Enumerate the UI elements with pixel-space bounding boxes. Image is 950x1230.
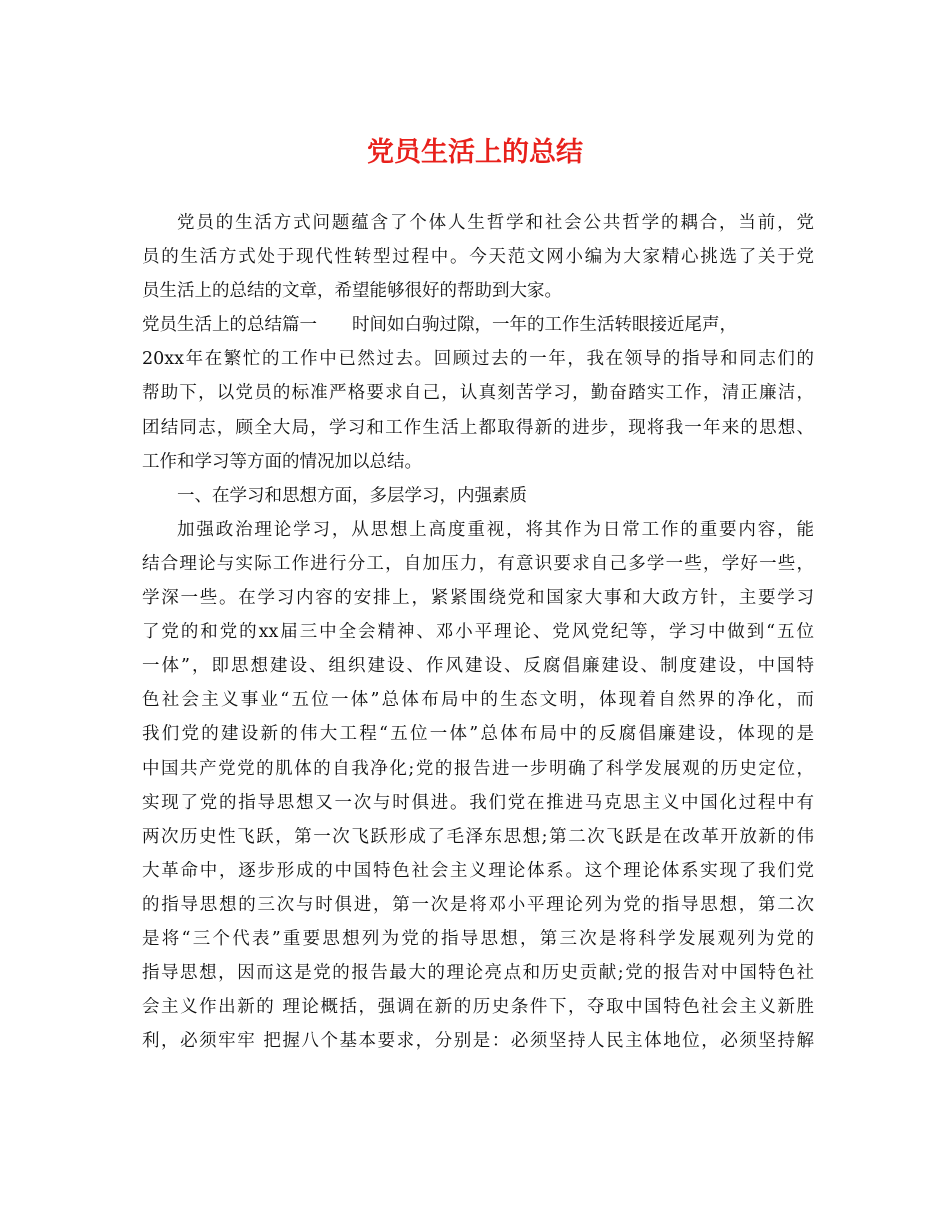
text-line: 党员生活上的总结篇一 时间如白驹过隙，一年的工作生活转眼接近尾声， [142,315,737,336]
text-line: 的指导思想的三次与时俱进，第一次是将邓小平理论列为党的指导思想，第二次 [142,894,814,915]
text-line: 大革命中，逐步形成的中国特色社会主义理论体系。这个理论体系实现了我们党 [142,860,814,881]
text-line: 工作和学习等方面的情况加以总结。 [142,451,422,472]
text-line: 一体”，即思想建设、组织建设、作风建设、反腐倡廉建设、制度建设，中国特 [142,656,814,677]
text-line: 帮助下，以党员的标准严格要求自己，认真刻苦学习，勤奋踏实工作，清正廉洁， [142,383,814,404]
text-line: 会主义作出新的 理论概括，强调在新的历史条件下，夺取中国特色社会主义新胜 [142,997,814,1018]
text-line: 员的生活方式处于现代性转型过程中。今天范文网小编为大家精心挑选了关于党 [142,247,814,268]
text-line: 是将“三个代表”重要思想列为党的指导思想，第三次是将科学发展观列为党的 [142,928,814,949]
text-line: 加强政治理论学习，从思想上高度重视，将其作为日常工作的重要内容，能 [177,519,814,540]
text-line: 员生活上的总结的文章，希望能够很好的帮助到大家。 [142,281,562,302]
text-line: 指导思想，因而这是党的报告最大的理论亮点和历史贡献;党的报告对中国特色社 [142,963,814,984]
text-line: 两次历史性飞跃，第一次飞跃形成了毛泽东思想;第二次飞跃是在改革开放新的伟 [142,826,814,847]
text-line: 了党的和党的xx届三中全会精神、邓小平理论、党风党纪等，学习中做到“五位 [142,622,814,643]
text-line: 我们党的建设新的伟大工程“五位一体”总体布局中的反腐倡廉建设，体现的是 [142,724,814,745]
section-heading: 一、在学习和思想方面，多层学习，内强素质 [177,485,527,506]
document-title: 党员生活上的总结 [367,137,583,168]
text-line: 20xx年在繁忙的工作中已然过去。回顾过去的一年，我在领导的指导和同志们的 [142,349,814,370]
text-line: 利，必须牢牢 把握八个基本要求，分别是：必须坚持人民主体地位，必须坚持解 [142,1031,814,1052]
text-line: 学深一些。在学习内容的安排上，紧紧围绕党和国家大事和大政方针，主要学习 [142,588,814,609]
text-line: 党员的生活方式问题蕴含了个体人生哲学和社会公共哲学的耦合，当前，党 [177,213,814,233]
document-body [142,206,814,1058]
text-line: 色社会主义事业“五位一体”总体布局中的生态文明，体现着自然界的净化，而 [142,690,814,711]
text-line: 实现了党的指导思想又一次与时俱进。我们党在推进马克思主义中国化过程中有 [142,792,814,813]
text-line: 中国共产党党的肌体的自我净化;党的报告进一步明确了科学发展观的历史定位， [142,758,814,779]
text-line: 结合理论与实际工作进行分工，自加压力，有意识要求自己多学一些，学好一些， [142,553,814,574]
text-line: 团结同志，顾全大局，学习和工作生活上都取得新的进步，现将我一年来的思想、 [142,417,814,438]
